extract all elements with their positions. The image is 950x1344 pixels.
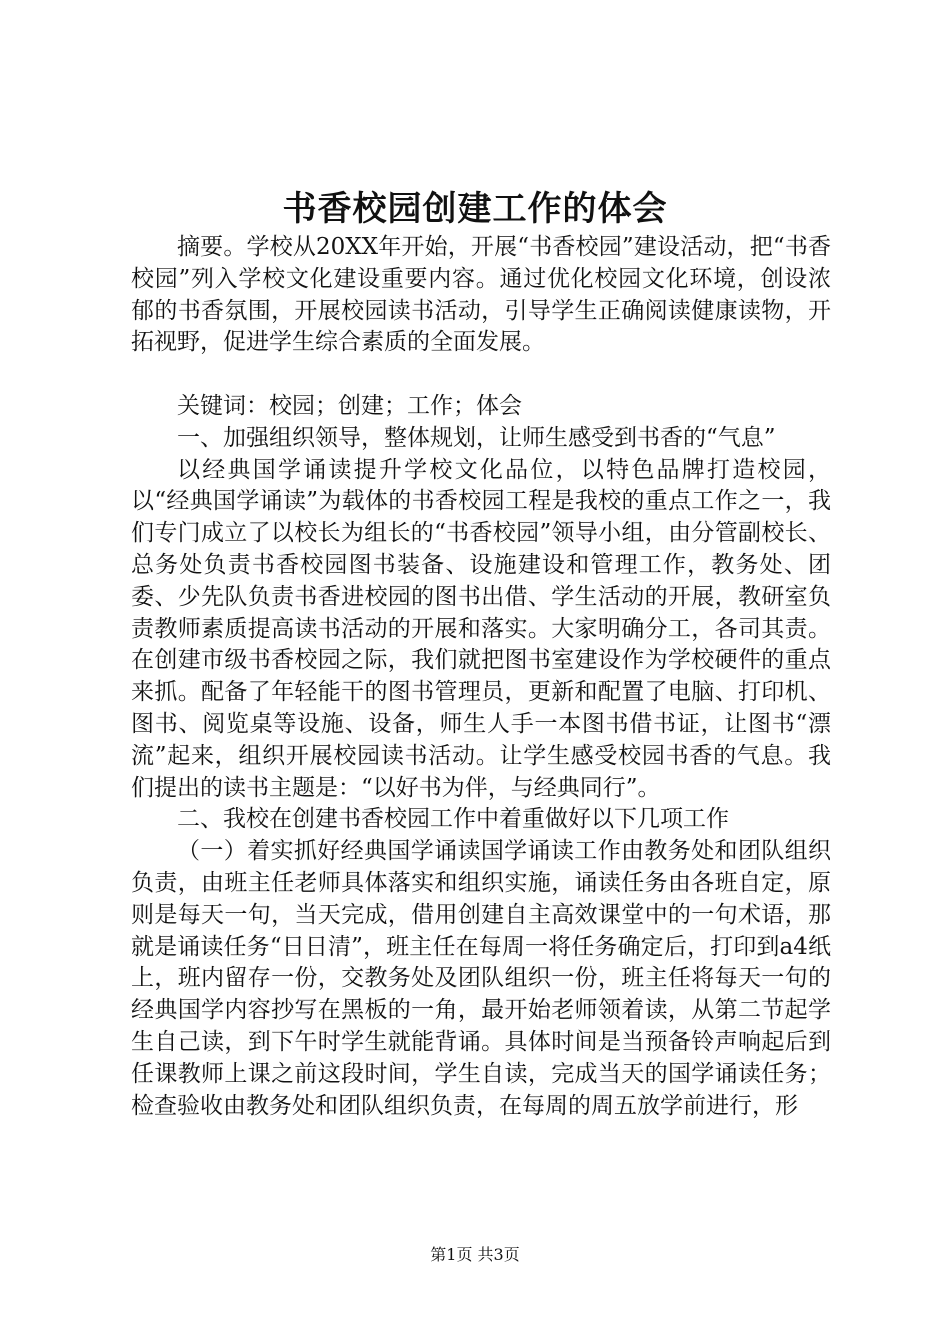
body-paragraph-2: （一）着实抓好经典国学诵读国学诵读工作由教务处和团队组织负责，由班主任老师具体落实和组织实施，诵读任务由各班自定，原则是每天一句，当天完成，借用创建自主高效课堂中的一句术语，那就是诵读任务“日日清”，班主任在每周一将任务确定后，打印到a4纸上，班内留存一份，交教务处及团队组织一份，班主任将每天一句的经典国学内容抄写在黑板的一角，最开始老师领着读，从第二节起学生自己读，到下午时学生就能背诵。具体时间是当预备铃声响起后到任课教师上课之前这段时间，学生自读，完成当天的国学诵读任务；检查验收由教务处和团队组织负责，在每周的周五放学前进行，形 [131, 838, 831, 1119]
keywords-line: 关键词：校园；创建；工作；体会 [177, 392, 522, 419]
body-paragraph-1: 以经典国学诵读提升学校文化品位，以特色品牌打造校园，以“经典国学诵读”为载体的书香校园工程是我校的重点工作之一，我们专门成立了以校长为组长的“书香校园”领导小组，由分管副校长、总务处负责书香校园图书装备、设施建设和管理工作，教务处、团委、少先队负责书香进校园的图书出借、学生活动的开展，教研室负责教师素质提高读书活动的开展和落实。大家明确分工，各司其责。在创建市级书香校园之际，我们就把图书室建设作为学校硬件的重点来抓。配备了年轻能干的图书管理员，更新和配置了电脑、打印机、图书、阅览桌等设施、设备，师生人手一本图书借书证，让图书“漂流”起来，组织开展校园读书活动。让学生感受校园书香的气息。我们提出的读书主题是：“以好书为伴，与经典同行”。 [131, 456, 831, 801]
section-heading-2: 二、我校在创建书香校园工作中着重做好以下几项工作 [177, 806, 729, 833]
section-heading-1: 一、加强组织领导，整体规划，让师生感受到书香的“气息” [177, 424, 776, 451]
document-body [131, 232, 831, 1122]
abstract-paragraph: 摘要。学校从20XX年开始，开展“书香校园”建设活动，把“书香校园”列入学校文化建设重要内容。通过优化校园文化环境，创设浓郁的书香氛围，开展校园读书活动，引导学生正确阅读健康读物，开拓视野，促进学生综合素质的全面发展。 [131, 234, 831, 356]
page-footer: 第1页 共3页 [430, 1245, 520, 1264]
paragraph-spacer [131, 359, 831, 391]
document-title: 书香校园创建工作的体会 [282, 189, 668, 229]
